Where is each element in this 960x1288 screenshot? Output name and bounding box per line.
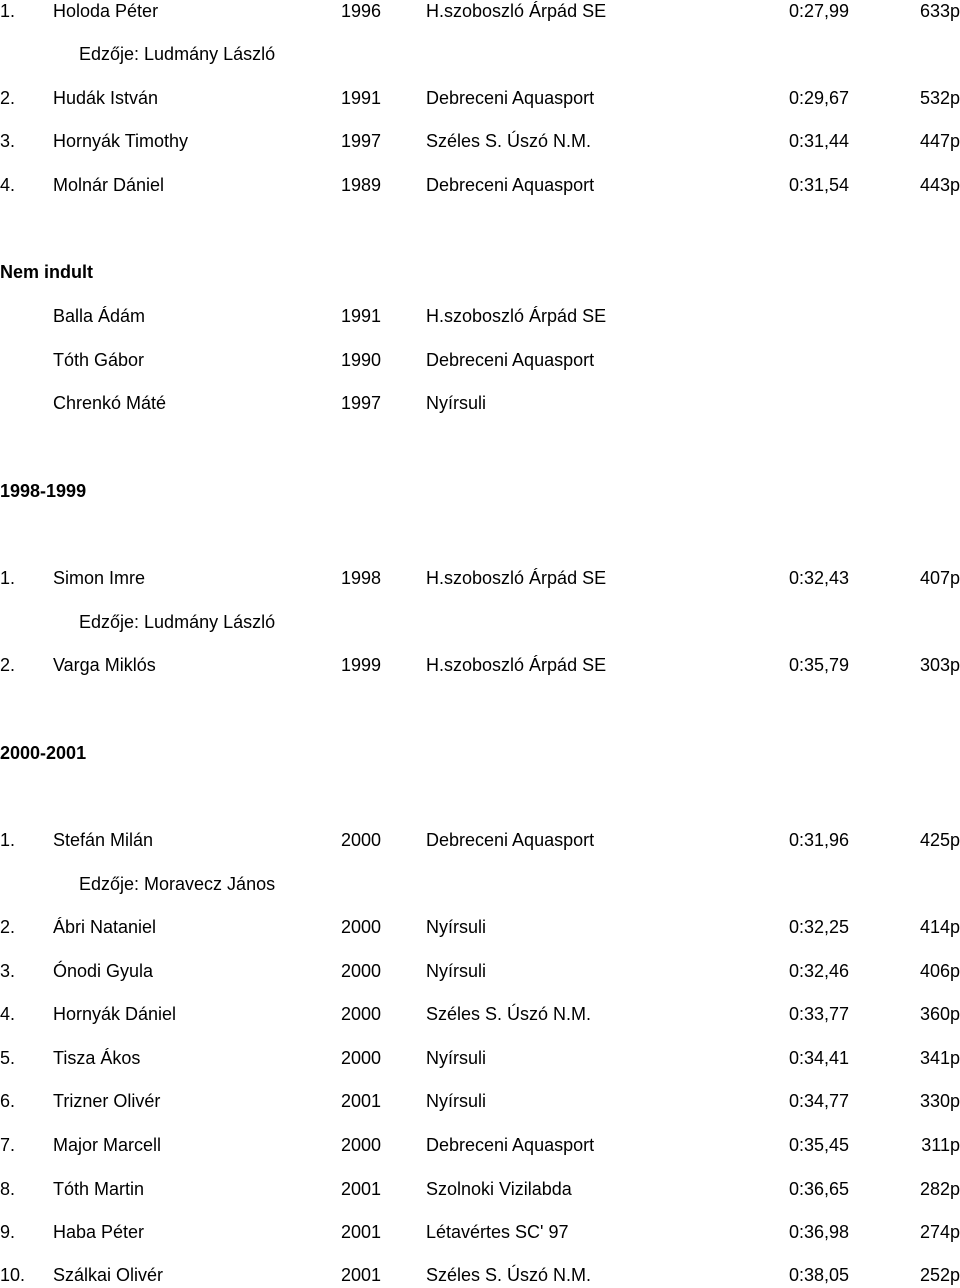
birth-year: 1998 <box>341 568 382 588</box>
swimmer-name: Trizner Olivér <box>53 1091 161 1111</box>
rank: 9. <box>0 1222 16 1242</box>
birth-year: 2000 <box>341 1004 382 1024</box>
result-row <box>0 914 960 940</box>
swimmer-name: Molnár Dániel <box>53 175 165 195</box>
rank: 8. <box>0 1179 16 1199</box>
rank: 2. <box>0 655 16 675</box>
rank: 2. <box>0 917 16 937</box>
rank: 6. <box>0 1091 16 1111</box>
birth-year: 2000 <box>341 917 382 937</box>
swimmer-name: Hornyák Dániel <box>53 1004 177 1024</box>
points: 360p <box>919 1004 960 1024</box>
coach-row <box>0 609 960 635</box>
birth-year: 1991 <box>341 88 382 108</box>
result-row <box>0 565 960 591</box>
result-row <box>0 1262 960 1288</box>
birth-year: 2000 <box>341 830 382 850</box>
club: H.szoboszló Árpád SE <box>426 306 607 326</box>
points: 425p <box>919 830 960 850</box>
points: 341p <box>919 1048 960 1068</box>
points: 303p <box>919 655 960 675</box>
result-time: 0:32,46 <box>789 961 850 981</box>
swimmer-name: Simon Imre <box>53 568 146 588</box>
swimmer-name: Varga Miklós <box>53 655 156 675</box>
club: Nyírsuli <box>426 917 487 937</box>
club: Debreceni Aquasport <box>426 88 595 108</box>
result-row <box>0 1045 960 1071</box>
result-row <box>0 85 960 111</box>
dns-row <box>0 303 960 329</box>
club: Széles S. Úszó N.M. <box>426 1265 592 1285</box>
swimmer-name: Tóth Martin <box>53 1179 145 1199</box>
result-time: 0:35,79 <box>789 655 850 675</box>
club: Nyírsuli <box>426 1048 487 1068</box>
result-row <box>0 1176 960 1202</box>
result-row <box>0 1219 960 1245</box>
swimmer-name: Major Marcell <box>53 1135 162 1155</box>
dns-row <box>0 390 960 416</box>
coach-name: Edzője: Moravecz János <box>79 874 276 894</box>
swimmer-name: Chrenkó Máté <box>53 393 167 413</box>
swimmer-name: Hudák István <box>53 88 159 108</box>
rank: 2. <box>0 88 16 108</box>
section-heading-2000-2001: 2000-2001 <box>0 743 87 763</box>
rank: 3. <box>0 961 16 981</box>
result-row <box>0 958 960 984</box>
result-time: 0:31,44 <box>789 131 850 151</box>
coach-row <box>0 41 960 67</box>
swimmer-name: Ónodi Gyula <box>53 961 154 981</box>
result-time: 0:34,77 <box>789 1091 850 1111</box>
result-row <box>0 1001 960 1027</box>
points: 311p <box>921 1135 960 1155</box>
result-row <box>0 0 960 24</box>
birth-year: 2000 <box>341 1048 382 1068</box>
points: 330p <box>919 1091 960 1111</box>
club: Nyírsuli <box>426 393 487 413</box>
result-row <box>0 172 960 198</box>
swimmer-name: Tisza Ákos <box>53 1048 141 1068</box>
points: 443p <box>919 175 960 195</box>
rank: 3. <box>0 131 16 151</box>
points: 532p <box>919 88 960 108</box>
result-row <box>0 1132 960 1158</box>
rank: 7. <box>0 1135 16 1155</box>
coach-row <box>0 871 960 897</box>
club: Nyírsuli <box>426 1091 487 1111</box>
birth-year: 2001 <box>341 1179 382 1199</box>
swimmer-name: Holoda Péter <box>53 1 159 21</box>
section-heading-did-not-start: Nem indult <box>0 262 93 282</box>
points: 414p <box>919 917 960 937</box>
result-time: 0:33,77 <box>789 1004 850 1024</box>
points: 407p <box>919 568 960 588</box>
rank: 1. <box>0 568 16 588</box>
club: Debreceni Aquasport <box>426 1135 595 1155</box>
rank: 5. <box>0 1048 16 1068</box>
birth-year: 1989 <box>341 175 382 195</box>
result-time: 0:38,05 <box>789 1265 850 1285</box>
swimmer-name: Tóth Gábor <box>53 350 145 370</box>
rank: 4. <box>0 1004 16 1024</box>
result-time: 0:34,41 <box>789 1048 850 1068</box>
birth-year: 1997 <box>341 131 382 151</box>
points: 252p <box>919 1265 960 1285</box>
birth-year: 1991 <box>341 306 382 326</box>
birth-year: 1996 <box>341 1 382 21</box>
result-row <box>0 827 960 853</box>
club: H.szoboszló Árpád SE <box>426 1 607 21</box>
birth-year: 2001 <box>341 1265 382 1285</box>
coach-name: Edzője: Ludmány László <box>79 612 276 632</box>
result-time: 0:35,45 <box>789 1135 850 1155</box>
birth-year: 2000 <box>341 961 382 981</box>
points: 447p <box>919 131 960 151</box>
birth-year: 2000 <box>341 1135 382 1155</box>
club: Nyírsuli <box>426 961 487 981</box>
club: Szolnoki Vizilabda <box>426 1179 572 1199</box>
section-heading-1998-1999: 1998-1999 <box>0 481 87 501</box>
points: 406p <box>919 961 960 981</box>
rank: 10. <box>0 1265 26 1285</box>
result-time: 0:32,43 <box>789 568 850 588</box>
dns-row <box>0 347 960 373</box>
result-row <box>0 128 960 154</box>
swimmer-name: Stefán Milán <box>53 830 154 850</box>
swimmer-name: Szálkai Olivér <box>53 1265 164 1285</box>
club: Széles S. Úszó N.M. <box>426 1004 592 1024</box>
club: Debreceni Aquasport <box>426 175 595 195</box>
birth-year: 1997 <box>341 393 382 413</box>
birth-year: 2001 <box>341 1091 382 1111</box>
points: 282p <box>919 1179 960 1199</box>
result-time: 0:29,67 <box>789 88 850 108</box>
rank: 1. <box>0 1 16 21</box>
birth-year: 2001 <box>341 1222 382 1242</box>
result-row <box>0 1088 960 1114</box>
swimmer-name: Ábri Nataniel <box>53 917 157 937</box>
club: H.szoboszló Árpád SE <box>426 568 607 588</box>
swimmer-name: Haba Péter <box>53 1222 145 1242</box>
points: 633p <box>919 1 960 21</box>
club: H.szoboszló Árpád SE <box>426 655 607 675</box>
result-time: 0:31,54 <box>789 175 850 195</box>
result-time: 0:36,65 <box>789 1179 850 1199</box>
birth-year: 1999 <box>341 655 382 675</box>
swimmer-name: Balla Ádám <box>53 306 146 326</box>
result-row <box>0 652 960 678</box>
result-time: 0:32,25 <box>789 917 850 937</box>
result-time: 0:31,96 <box>789 830 850 850</box>
club: Létavértes SC' 97 <box>426 1222 569 1242</box>
rank: 1. <box>0 830 16 850</box>
club: Debreceni Aquasport <box>426 830 595 850</box>
points: 274p <box>919 1222 960 1242</box>
club: Debreceni Aquasport <box>426 350 595 370</box>
swimmer-name: Hornyák Timothy <box>53 131 189 151</box>
result-time: 0:36,98 <box>789 1222 850 1242</box>
club: Széles S. Úszó N.M. <box>426 131 592 151</box>
coach-name: Edzője: Ludmány László <box>79 44 276 64</box>
birth-year: 1990 <box>341 350 382 370</box>
result-time: 0:27,99 <box>789 1 850 21</box>
rank: 4. <box>0 175 16 195</box>
